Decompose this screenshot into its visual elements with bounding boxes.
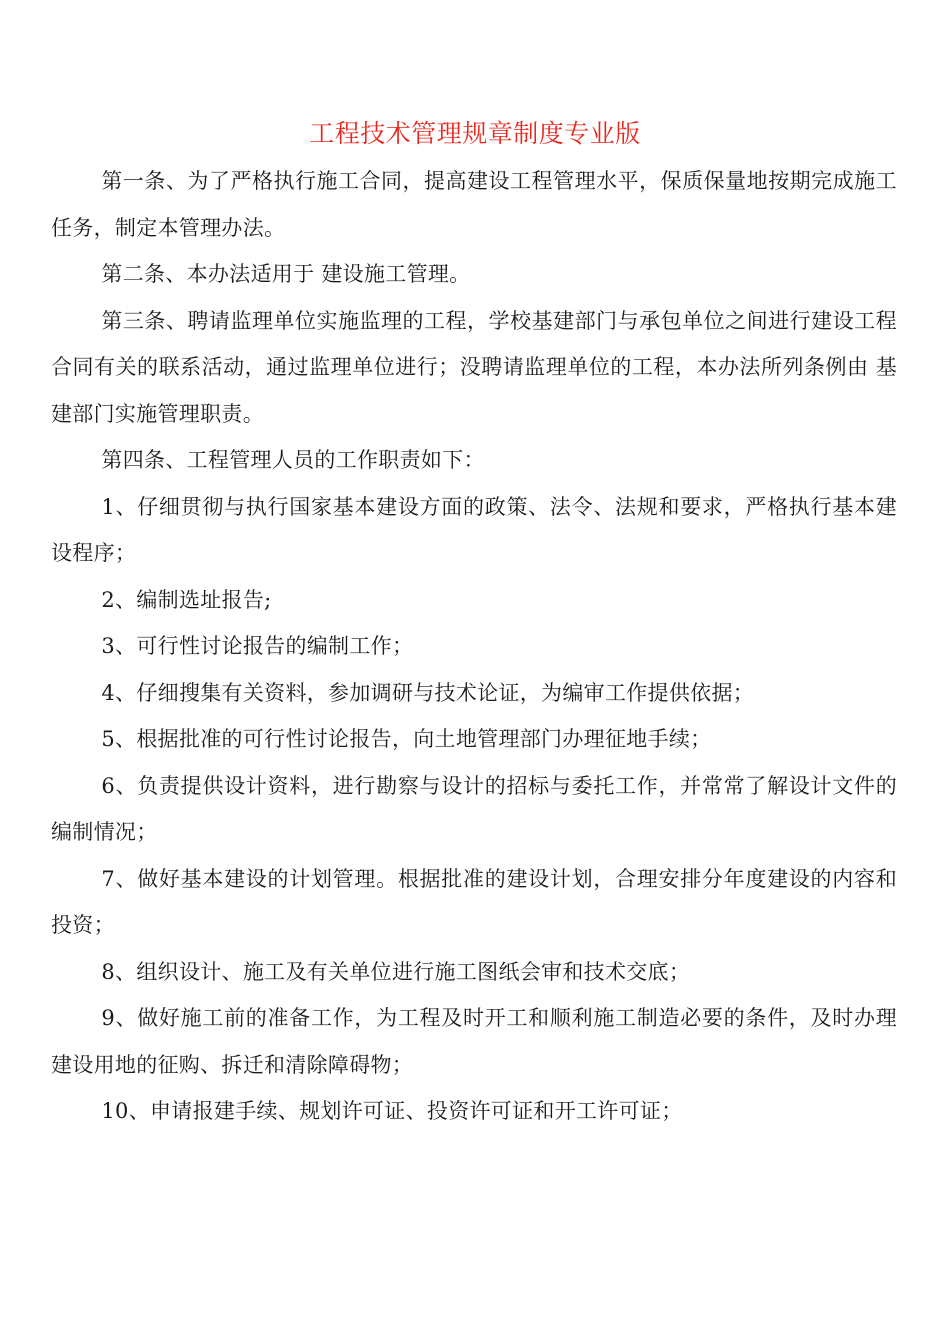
paragraph-article-3: 第三条、聘请监理单位实施监理的工程，学校基建部门与承包单位之间进行建设工程合同有关的联系活动，通过监理单位进行；没聘请监理单位的工程，本办法所列条例由 基建部门实施管理职责。: [51, 308, 897, 426]
paragraph-article-2: 第二条、本办法适用于 建设施工管理。: [101, 262, 471, 286]
list-item-2: 2、编制选址报告;: [101, 587, 272, 612]
list-item-8: 8、组织设计、施工及有关单位进行施工图纸会审和技术交底；: [101, 959, 691, 984]
list-item-3: 3、可行性讨论报告的编制工作；: [101, 634, 414, 658]
list-item-5: 5、根据批准的可行性讨论报告，向土地管理部门办理征地手续；: [101, 727, 712, 751]
document-body: [51, 158, 897, 1135]
document-title: 工程技术管理规章制度专业版: [309, 119, 641, 148]
list-item-7: 7、做好基本建设的计划管理。根据批准的建设计划，合理安排分年度建设的内容和投资；: [51, 866, 897, 937]
paragraph-article-1: 第一条、为了严格执行施工合同，提高建设工程管理水平，保质保量地按期完成施工任务，制定本管理办法。: [51, 169, 897, 240]
list-item-9: 9、做好施工前的准备工作，为工程及时开工和顺利施工制造必要的条件，及时办理建设用地的征购、拆迁和清除障碍物；: [51, 1006, 897, 1077]
list-item-1: 1、仔细贯彻与执行国家基本建设方面的政策、法令、法规和要求，严格执行基本建设程序；: [51, 494, 897, 565]
paragraph-article-4: 第四条、工程管理人员的工作职责如下：: [101, 448, 485, 472]
list-item-4: 4、仔细搜集有关资料，参加调研与技术论证，为编审工作提供依据；: [101, 680, 755, 705]
list-item-10: 10、申请报建手续、规划许可证、投资许可证和开工许可证；: [101, 1099, 683, 1123]
list-item-6: 6、负责提供设计资料，进行勘察与设计的招标与委托工作，并常常了解设计文件的编制情况；: [51, 773, 897, 844]
